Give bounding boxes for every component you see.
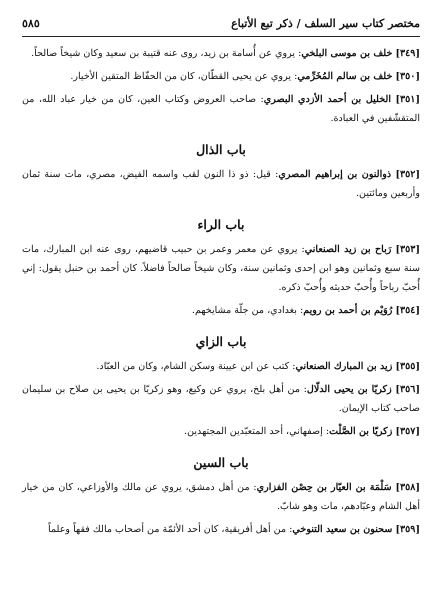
entry-359 bbox=[22, 520, 420, 539]
entry-356 bbox=[22, 380, 420, 418]
entry-number: [٣٥١] bbox=[395, 94, 420, 105]
entry-357 bbox=[22, 422, 420, 441]
entry-number: [٣٥٢] bbox=[395, 169, 420, 180]
running-header bbox=[22, 14, 420, 32]
page-body bbox=[22, 44, 420, 543]
entry-name: الخليل بن أحمد الأزدي البصري bbox=[263, 94, 392, 105]
entry-name: رُوَيْم بن أحمد بن رويم bbox=[303, 305, 393, 316]
section-heading-sin: باب السين bbox=[193, 455, 249, 470]
entry-name: زيد بن المبارك الصنعاني bbox=[295, 361, 393, 372]
entry-number: [٣٥٣] bbox=[395, 244, 420, 255]
entry-358 bbox=[22, 478, 420, 516]
running-title: مختصر كتاب سير السلف / ذكر تبع الأتباع bbox=[231, 16, 420, 30]
entry-349 bbox=[22, 44, 420, 63]
entry-text: : من أهل دمشق، يروي عن مالك والأوزاعي، كان من خيار أهل الشام وعبّادهم، مات وهو شابّ. bbox=[22, 482, 420, 512]
header-rule bbox=[22, 36, 420, 37]
entry-name: زكريّا بن يحيى الدلّال bbox=[306, 384, 392, 395]
entry-text: : قيل: ذو ذا النون لقب واسمه الفيض، مصري، مات سنة ثمان وأربعين ومائتين. bbox=[22, 169, 420, 199]
entry-name: خلف بن سالم المُخَرِّمي bbox=[297, 71, 393, 82]
entry-355 bbox=[22, 357, 420, 376]
entry-name: خلف بن موسى البلخي bbox=[301, 48, 393, 59]
entry-number: [٣٤٩] bbox=[395, 48, 420, 59]
entry-number: [٣٥٥] bbox=[395, 361, 420, 372]
entry-text: : من أهل أفريقية، كان أحد الأئمّة من أصحاب مالك فقهاً وعلماً bbox=[48, 524, 293, 535]
entry-354 bbox=[22, 301, 420, 320]
entry-text: : يروي عن أُسامة بن زيد، روى عنه قتيبة بن سعيد وكان شيخاً صالحاً. bbox=[31, 48, 302, 59]
entry-name: سحنون بن سعيد التنوخي bbox=[292, 524, 393, 535]
entry-text: : من أهل بلخ، يروي عن وكيع، وهو زكريّا بن يحيى بن صلاح بن سليمان صاحب كتاب الإيمان. bbox=[22, 384, 420, 414]
entry-name: رَباح بن زيد الصنعاني bbox=[304, 244, 392, 255]
entry-text: : كتب عن ابن عيينة وسكن الشام، وكان من العبّاد. bbox=[96, 361, 296, 372]
page-number: ٥٨٥ bbox=[22, 16, 40, 30]
entry-text: : بغدادي، من جلّة مشايخهم. bbox=[191, 305, 304, 316]
entry-number: [٣٥٠] bbox=[395, 71, 420, 82]
section-heading-ra: باب الراء bbox=[197, 217, 245, 232]
entry-name: ذوالنون بن إبراهيم المصري bbox=[278, 169, 392, 180]
section-heading-zay: باب الزاي bbox=[195, 334, 247, 349]
entry-353 bbox=[22, 240, 420, 297]
entry-number: [٣٥٦] bbox=[395, 384, 420, 395]
entry-number: [٣٥٤] bbox=[395, 305, 420, 316]
entry-350 bbox=[22, 67, 420, 86]
entry-number: [٣٥٩] bbox=[395, 524, 420, 535]
entry-351 bbox=[22, 90, 420, 128]
entry-text: : صاحب العروض وكتاب العين، كان من خيار عباد الله، من المتقشّفين في العبادة. bbox=[22, 94, 420, 124]
entry-number: [٣٥٨] bbox=[395, 482, 420, 493]
entry-name: زكريّا بن الصَّلْت bbox=[329, 426, 393, 437]
entry-text: : يروي عن يحيى القطّان، كان من الحفّاظ المتقين الأخيار. bbox=[70, 71, 298, 82]
entry-text: : يروي عن معمر وعمر بن حبيب قاضيهم، روى عنه ابن المبارك، مات سنة سبع وثمانين وهو ابن إحدى وثمانين سنة، وكان شيخاً صالحاً فاضلاً. كان أحمد بن حنبل يقول: إني أُحبّ رباحاً وأُحبّ حديثه وأُحبّ ذكره. bbox=[22, 244, 420, 293]
entry-number: [٣٥٧] bbox=[395, 426, 420, 437]
entry-text: : إصفهاني، أحد المتعبّدين المجتهدين. bbox=[184, 426, 330, 437]
section-heading-dhal: باب الذال bbox=[196, 142, 246, 157]
entry-352 bbox=[22, 165, 420, 203]
entry-name: سَلْمَة بن العيّار بن حِصْن الفزاري bbox=[256, 482, 392, 493]
